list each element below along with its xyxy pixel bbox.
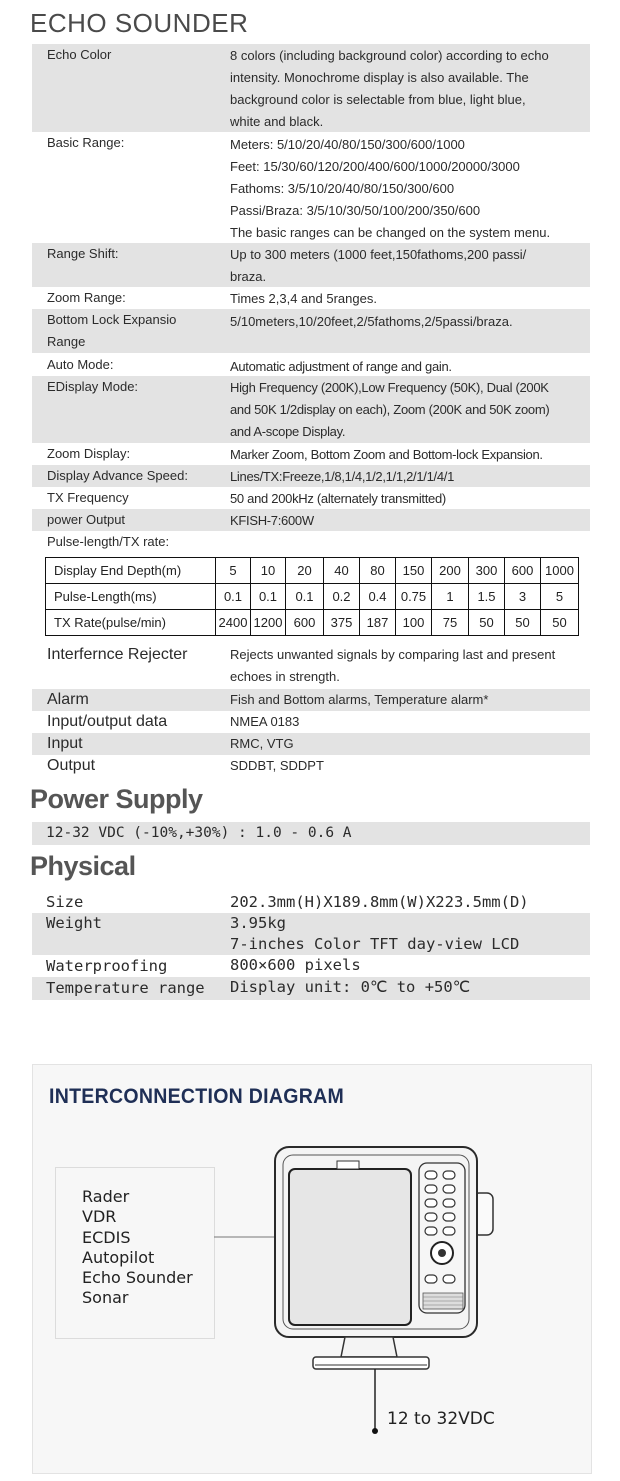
spec-label: Alarm (47, 691, 89, 708)
spec-row-output (32, 755, 590, 777)
spec-value: KFISH-7:600W (230, 513, 314, 528)
table-cell: 375 (324, 610, 360, 636)
spec-row-display-mode (32, 376, 590, 443)
spec-label: Zoom Range: (47, 290, 126, 305)
display-screen (289, 1169, 411, 1325)
spec-label: TX Frequency (47, 490, 129, 505)
physical-heading: Physical (30, 851, 136, 881)
spec-label: Echo Color (47, 47, 112, 62)
spec-row-echo-color (32, 44, 590, 132)
spec-label: Pulse-length/TX rate: (47, 534, 170, 549)
table-cell: 1000 (541, 558, 579, 584)
table-header-cell: Display End Depth(m) (46, 558, 216, 584)
spec-label: Bottom Lock Expansio Range (47, 312, 177, 349)
spec-label: Auto Mode: (47, 357, 114, 372)
physical-row-size (32, 891, 590, 913)
spec-row-interference (32, 644, 590, 689)
power-supply-heading: Power Supply (30, 784, 203, 814)
table-cell: 50 (469, 610, 505, 636)
table-cell: 0.1 (251, 584, 286, 610)
table-cell: 80 (360, 558, 396, 584)
keypad-panel (419, 1163, 465, 1313)
device-item: ECDIS (82, 1227, 131, 1247)
table-row (46, 558, 579, 584)
table-cell: 1200 (251, 610, 286, 636)
device-item: Sonar (82, 1288, 129, 1308)
physical-label: Waterproofing (46, 957, 168, 975)
table-cell: 0.75 (396, 584, 432, 610)
physical-label: Size (46, 893, 84, 911)
spec-value: 8 colors (including background color) according to echo intensity. Monochrome display is also available. The background color is selectable from blue, light blue, white and black. (230, 48, 549, 129)
table-cell: 600 (505, 558, 541, 584)
spec-row-advance-speed (32, 465, 590, 487)
stand-neck (341, 1337, 397, 1357)
spec-value: 5/10meters,10/20feet,2/5fathoms,2/5passi/braza. (230, 314, 513, 329)
spec-row-tx-frequency (32, 487, 590, 509)
spec-value: SDDBT, SDDPT (230, 758, 324, 773)
spec-value: NMEA 0183 (230, 714, 300, 729)
diagram-title: INTERCONNECTION DIAGRAM (49, 1085, 345, 1108)
physical-value: 3.95kg 7-inches Color TFT day-view LCD (230, 914, 520, 953)
spec-value: Fish and Bottom alarms, Temperature alarm* (230, 692, 489, 707)
spec-row-alarm (32, 689, 590, 711)
spec-label: Display Advance Speed: (47, 468, 188, 483)
spec-value: RMC, VTG (230, 736, 294, 751)
spec-label: Interfernce Rejecter (47, 646, 188, 663)
spec-value: Lines/TX:Freeze,1/8,1/4,1/2,1/1,2/1/1/4/1 (230, 469, 455, 484)
table-cell: 40 (324, 558, 360, 584)
table-cell: 0.1 (286, 584, 324, 610)
table-cell: 2400 (216, 610, 251, 636)
spec-value: Marker Zoom, Bottom Zoom and Bottom-lock Expansion. (230, 447, 543, 462)
table-cell: 1.5 (469, 584, 505, 610)
physical-label: Weight (46, 914, 102, 932)
device-item: Autopilot (82, 1247, 155, 1267)
power-supply-text: 12-32 VDC (-10%,+30%) : 1.0 - 0.6 A (46, 825, 352, 841)
table-cell: 100 (396, 610, 432, 636)
physical-row-waterproofing (32, 955, 590, 977)
spec-label: Zoom Display: (47, 446, 131, 461)
physical-row-weight (32, 913, 590, 955)
table-cell: 5 (216, 558, 251, 584)
spec-row-basic-range (32, 132, 590, 243)
spec-label: Input/output data (47, 713, 168, 730)
table-row (46, 584, 579, 610)
spec-value: Times 2,3,4 and 5ranges. (230, 291, 377, 306)
table-cell: 0.4 (360, 584, 396, 610)
spec-row-io-data (32, 711, 590, 733)
spec-label: EDisplay Mode: (47, 379, 139, 394)
table-cell: 600 (286, 610, 324, 636)
spec-value: Meters: 5/10/20/40/80/150/300/600/1000 Feet: 15/30/60/120/200/400/600/1000/20000/3000 Fathoms: 3/5/10/20/40/80/150/300/600 Passi/Braza: 3/5/10/30/50/100/200/350/600 The basic ranges can be changed on the system menu. (230, 137, 551, 240)
physical-row-temperature (32, 977, 590, 1000)
power-supply-label: 12 to 32VDC (387, 1409, 495, 1429)
spec-label: Input (47, 735, 83, 752)
spec-value: Rejects unwanted signals by comparing last and present echoes in strength. (230, 647, 556, 684)
device-item: Echo Sounder (82, 1268, 193, 1288)
physical-label: Temperature range (46, 979, 205, 997)
spec-row-zoom-range (32, 287, 590, 309)
physical-value: 202.3mm(H)X189.8mm(W)X223.5mm(D) (230, 893, 529, 911)
physical-value: Display unit: 0℃ to +50℃ (230, 978, 471, 996)
table-header-cell: Pulse-Length(ms) (46, 584, 216, 610)
table-cell: 75 (432, 610, 469, 636)
page-title: ECHO SOUNDER (30, 8, 249, 38)
physical-value: 800×600 pixels (230, 956, 361, 974)
spec-label: power Output (47, 512, 126, 527)
table-cell: 187 (360, 610, 396, 636)
interconnection-diagram (32, 1064, 592, 1474)
table-cell: 10 (251, 558, 286, 584)
stand-base (313, 1357, 429, 1369)
table-cell: 300 (469, 558, 505, 584)
cable-end-dot (372, 1428, 378, 1434)
table-cell: 20 (286, 558, 324, 584)
table-cell: 200 (432, 558, 469, 584)
table-header-cell: TX Rate(pulse/min) (46, 610, 216, 636)
table-cell: 1 (432, 584, 469, 610)
table-cell: 3 (505, 584, 541, 610)
spec-label: Range Shift: (47, 246, 119, 261)
table-row (46, 610, 579, 636)
table-cell: 0.1 (216, 584, 251, 610)
echo-sounder-unit-drawing (33, 1065, 591, 1473)
spec-row-range-shift (32, 243, 590, 287)
spec-value: High Frequency (200K),Low Frequency (50K), Dual (200K and 50K 1/2display on each), Zoom (200K and 50K zoom) and A-scope Display. (230, 380, 550, 439)
device-item: VDR (82, 1207, 117, 1227)
spec-row-bottom-lock (32, 309, 590, 353)
table-cell: 0.2 (324, 584, 360, 610)
spec-value: Up to 300 meters (1000 feet,150fathoms,200 passi/ braza. (230, 247, 527, 284)
spec-value: 50 and 200kHz (alternately transmitted) (230, 491, 446, 506)
spec-row-input (32, 733, 590, 755)
table-cell: 50 (505, 610, 541, 636)
spec-row-power-output (32, 509, 590, 531)
spec-label: Basic Range: (47, 135, 125, 150)
spec-row-pulse-length (32, 531, 590, 553)
table-cell: 5 (541, 584, 579, 610)
spec-row-zoom-display (32, 443, 590, 465)
spec-value: Automatic adjustment of range and gain. (230, 359, 452, 374)
top-tab (337, 1161, 359, 1169)
spec-row-auto-mode (32, 353, 590, 376)
power-supply-row (32, 822, 590, 845)
device-item: Rader (82, 1187, 130, 1206)
table-cell: 150 (396, 558, 432, 584)
rotary-knob-center (438, 1249, 446, 1257)
spec-label: Output (47, 757, 96, 774)
table-cell: 50 (541, 610, 579, 636)
pulse-table (45, 557, 579, 636)
